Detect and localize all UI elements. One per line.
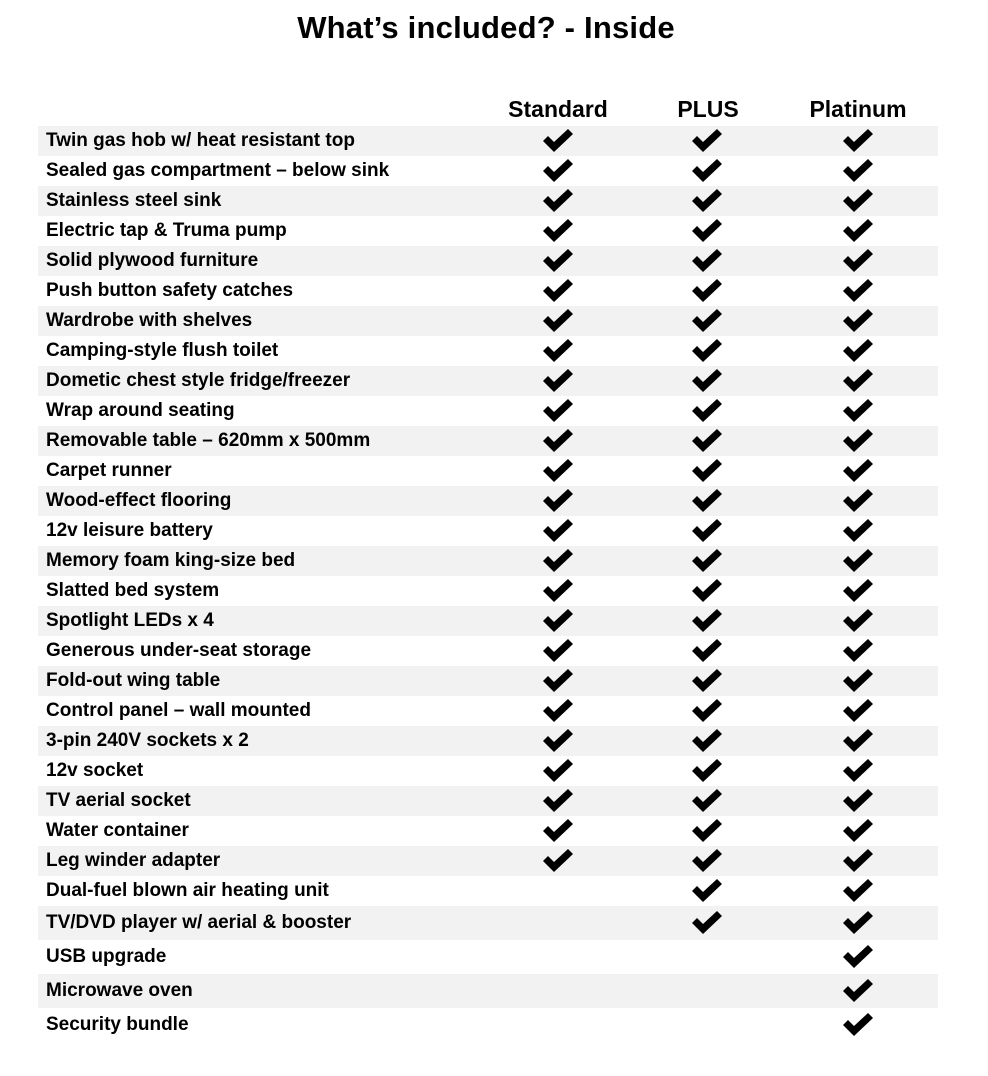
check-icon <box>841 758 875 784</box>
check-icon <box>690 818 724 844</box>
check-icon <box>841 338 875 364</box>
table-row <box>38 726 938 756</box>
column-header-platinum: Platinum <box>809 96 907 122</box>
feature-label: Solid plywood furniture <box>46 250 259 271</box>
feature-label: Push button safety catches <box>46 280 294 301</box>
check-icon <box>841 158 875 184</box>
check-icon <box>841 848 875 874</box>
check-icon <box>690 878 724 904</box>
check-icon <box>541 308 575 334</box>
check-icon <box>541 188 575 214</box>
table-row <box>38 456 938 486</box>
check-icon <box>541 518 575 544</box>
check-icon <box>841 668 875 694</box>
column-header-plus: PLUS <box>677 96 739 122</box>
check-icon <box>690 578 724 604</box>
feature-label: Memory foam king-size bed <box>46 550 296 571</box>
check-icon <box>541 128 575 154</box>
check-icon <box>690 758 724 784</box>
check-icon <box>841 278 875 304</box>
check-icon <box>690 398 724 424</box>
check-icon <box>841 368 875 394</box>
check-icon <box>541 698 575 724</box>
check-icon <box>541 818 575 844</box>
feature-label: Removable table – 620mm x 500mm <box>46 430 371 451</box>
check-icon <box>541 248 575 274</box>
table-row <box>38 126 938 156</box>
check-icon <box>541 728 575 754</box>
check-icon <box>541 758 575 784</box>
table-row <box>38 876 938 906</box>
table-row <box>38 246 938 276</box>
check-icon <box>690 278 724 304</box>
check-icon <box>841 978 875 1004</box>
check-icon <box>841 638 875 664</box>
check-icon <box>690 458 724 484</box>
feature-label: Spotlight LEDs x 4 <box>46 610 214 631</box>
feature-label: Wood-effect flooring <box>46 490 232 511</box>
check-icon <box>690 248 724 274</box>
column-header-standard: Standard <box>508 96 608 122</box>
check-icon <box>841 218 875 244</box>
check-icon <box>690 428 724 454</box>
feature-label: Leg winder adapter <box>46 850 221 871</box>
table-row <box>38 974 938 1008</box>
check-icon <box>541 338 575 364</box>
check-icon <box>841 818 875 844</box>
table-row <box>38 426 938 456</box>
table-row <box>38 336 938 366</box>
check-icon <box>690 668 724 694</box>
check-icon <box>690 128 724 154</box>
feature-label: Dometic chest style fridge/freezer <box>46 370 351 391</box>
check-icon <box>841 398 875 424</box>
table-row <box>38 156 938 186</box>
check-icon <box>690 910 724 936</box>
check-icon <box>541 788 575 814</box>
table-row <box>38 366 938 396</box>
table-row <box>38 516 938 546</box>
table-row <box>38 940 938 974</box>
check-icon <box>841 308 875 334</box>
check-icon <box>841 128 875 154</box>
feature-label: Fold-out wing table <box>46 670 221 691</box>
check-icon <box>690 638 724 664</box>
check-icon <box>841 428 875 454</box>
feature-label: Carpet runner <box>46 460 172 481</box>
check-icon <box>541 848 575 874</box>
check-icon <box>841 878 875 904</box>
feature-label: USB upgrade <box>46 946 167 967</box>
feature-label: TV aerial socket <box>46 790 191 811</box>
check-icon <box>690 698 724 724</box>
check-icon <box>841 698 875 724</box>
check-icon <box>690 368 724 394</box>
table-row <box>38 396 938 426</box>
check-icon <box>690 308 724 334</box>
table-row <box>38 606 938 636</box>
check-icon <box>841 944 875 970</box>
check-icon <box>690 788 724 814</box>
check-icon <box>541 158 575 184</box>
table-row <box>38 306 938 336</box>
check-icon <box>690 218 724 244</box>
table-row <box>38 846 938 876</box>
table-row <box>38 666 938 696</box>
feature-label: Sealed gas compartment – below sink <box>46 160 390 181</box>
table-row <box>38 186 938 216</box>
table-row <box>38 756 938 786</box>
feature-label: Slatted bed system <box>46 580 220 601</box>
check-icon <box>690 728 724 754</box>
table-row <box>38 486 938 516</box>
check-icon <box>541 578 575 604</box>
check-icon <box>841 548 875 574</box>
check-icon <box>690 338 724 364</box>
feature-label: Camping-style flush toilet <box>46 340 279 361</box>
table-row <box>38 276 938 306</box>
check-icon <box>541 428 575 454</box>
check-icon <box>541 488 575 514</box>
feature-label: Stainless steel sink <box>46 190 222 211</box>
check-icon <box>690 158 724 184</box>
feature-label: TV/DVD player w/ aerial & booster <box>46 912 352 933</box>
feature-label: Control panel – wall mounted <box>46 700 311 721</box>
check-icon <box>541 608 575 634</box>
check-icon <box>841 488 875 514</box>
check-icon <box>841 608 875 634</box>
check-icon <box>841 788 875 814</box>
check-icon <box>690 608 724 634</box>
check-icon <box>541 368 575 394</box>
feature-label: Electric tap & Truma pump <box>46 220 287 241</box>
check-icon <box>541 668 575 694</box>
check-icon <box>541 218 575 244</box>
check-icon <box>841 1012 875 1038</box>
check-icon <box>841 728 875 754</box>
feature-label: 12v leisure battery <box>46 520 213 541</box>
feature-label: Security bundle <box>46 1014 189 1035</box>
table-row <box>38 546 938 576</box>
table-row <box>38 216 938 246</box>
feature-label: Dual-fuel blown air heating unit <box>46 880 329 901</box>
check-icon <box>690 518 724 544</box>
check-icon <box>841 578 875 604</box>
check-icon <box>541 278 575 304</box>
check-icon <box>841 248 875 274</box>
check-icon <box>690 488 724 514</box>
check-icon <box>841 518 875 544</box>
table-row <box>38 576 938 606</box>
feature-label: Twin gas hob w/ heat resistant top <box>46 130 355 151</box>
feature-label: 3-pin 240V sockets x 2 <box>46 730 249 751</box>
table-row <box>38 696 938 726</box>
check-icon <box>541 548 575 574</box>
feature-label: Wrap around seating <box>46 400 235 421</box>
check-icon <box>690 848 724 874</box>
check-icon <box>690 188 724 214</box>
feature-comparison-table <box>38 126 938 1042</box>
table-row <box>38 636 938 666</box>
feature-label: Microwave oven <box>46 980 193 1001</box>
table-row <box>38 816 938 846</box>
check-icon <box>541 638 575 664</box>
table-row <box>38 906 938 940</box>
table-row <box>38 786 938 816</box>
feature-label: Water container <box>46 820 189 841</box>
feature-label: 12v socket <box>46 760 144 781</box>
check-icon <box>541 458 575 484</box>
check-icon <box>841 910 875 936</box>
check-icon <box>841 188 875 214</box>
check-icon <box>690 548 724 574</box>
feature-label: Generous under-seat storage <box>46 640 312 661</box>
page-title: What’s included? - Inside <box>297 10 675 45</box>
feature-label: Wardrobe with shelves <box>46 310 253 331</box>
table-row <box>38 1008 938 1042</box>
check-icon <box>541 398 575 424</box>
check-icon <box>841 458 875 484</box>
